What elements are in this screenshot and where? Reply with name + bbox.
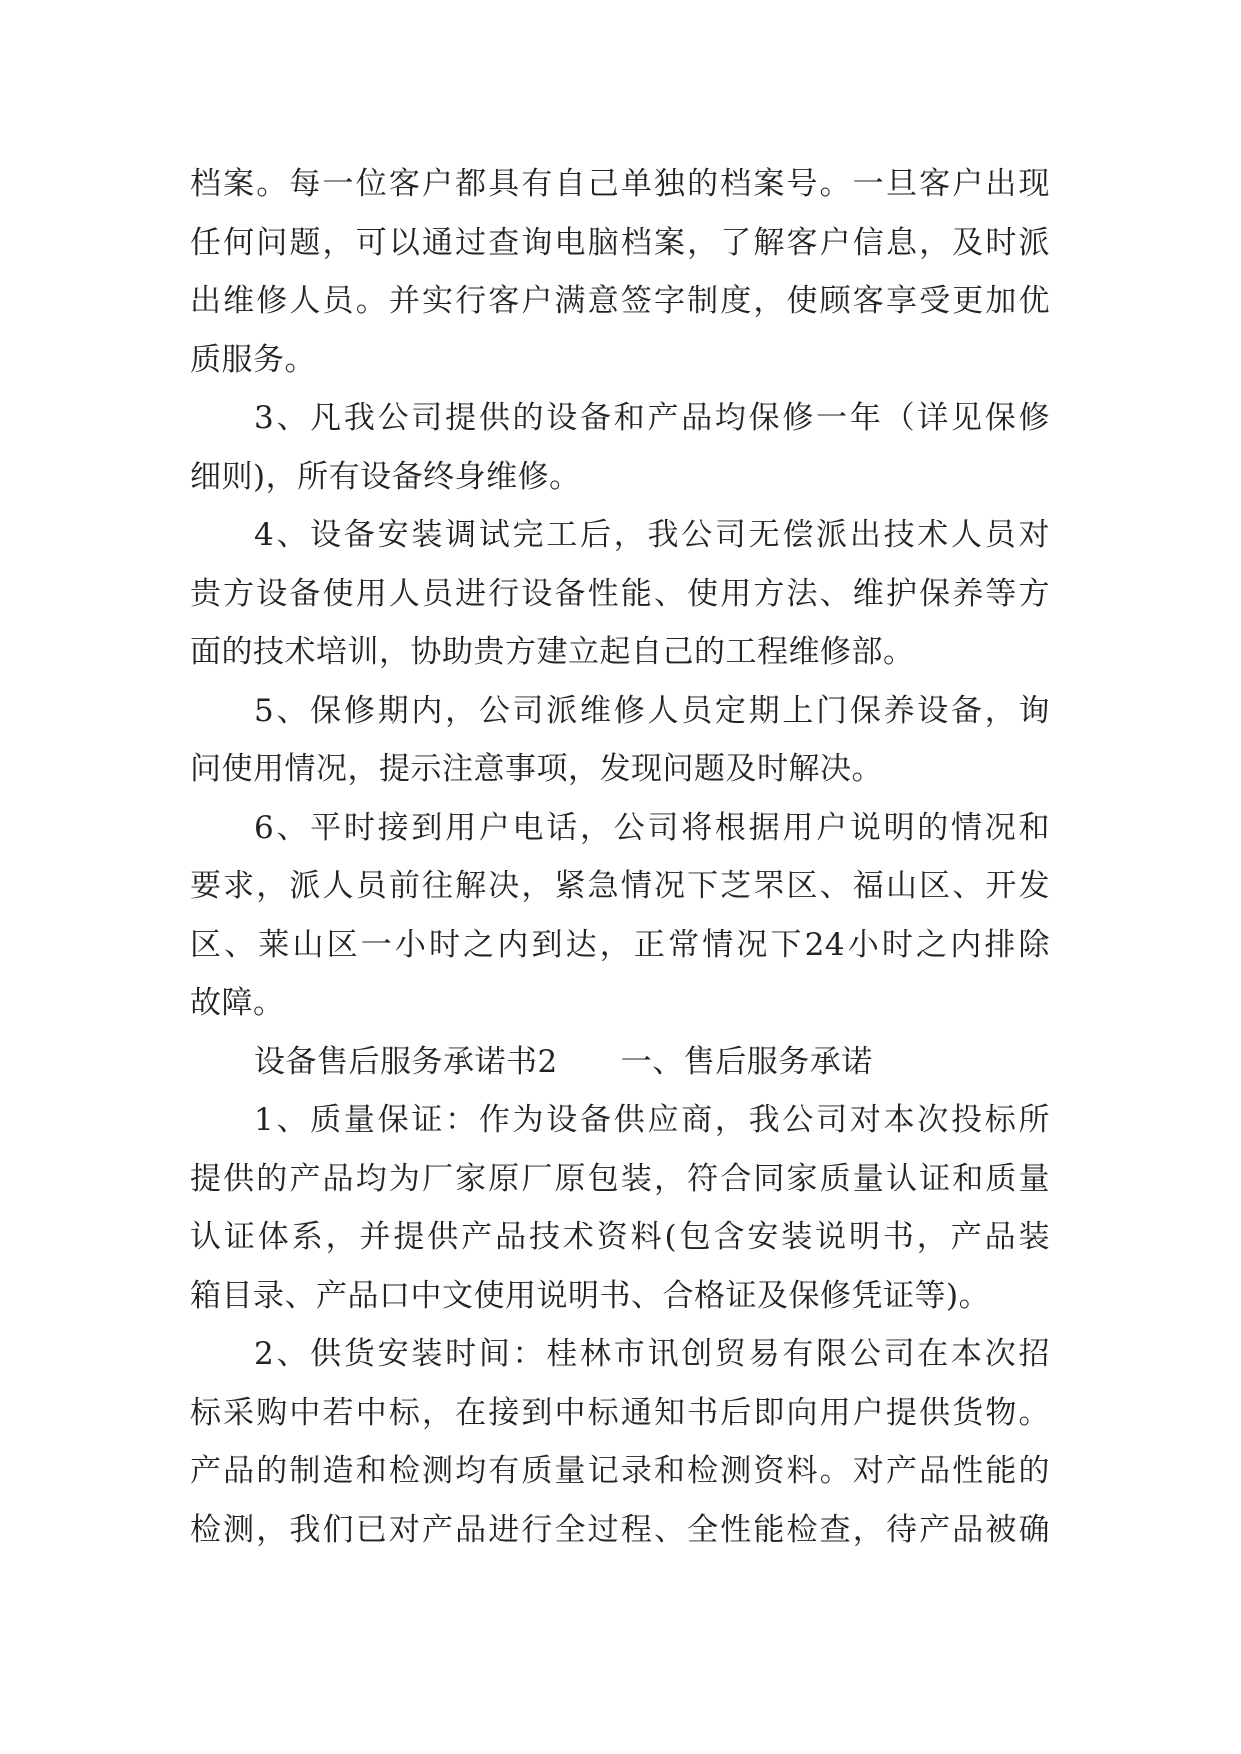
text-line: 认证体系，并提供产品技术资料(包含安装说明书，产品装 (190, 1219, 1050, 1255)
section-heading: 设备售后服务承诺书2 一、售后服务承诺 (254, 1043, 873, 1080)
text-line: 贵方设备使用人员进行设备性能、使用方法、维护保养等方 (190, 575, 1050, 612)
text-line: 出维修人员。并实行客户满意签字制度，使顾客享受更加优 (190, 283, 1050, 319)
document-body (190, 155, 1050, 1559)
text-line: 箱目录、产品口中文使用说明书、合格证及保修凭证等)。 (190, 1277, 991, 1314)
text-line: 5、保修期内，公司派维修人员定期上门保养设备，询 (254, 692, 1050, 729)
text-line: 故障。 (190, 985, 285, 1021)
text-line: 质服务。 (190, 341, 316, 378)
text-line: 区、莱山区一小时之内到达，正常情况下24小时之内排除 (190, 926, 1050, 963)
text-line: 3、凡我公司提供的设备和产品均保修一年（详见保修 (254, 400, 1050, 436)
text-line: 4、设备安装调试完工后，我公司无偿派出技术人员对 (254, 517, 1050, 553)
text-line: 档案。每一位客户都具有自己单独的档案号。一旦客户出现 (190, 166, 1050, 202)
text-line: 任何问题，可以通过查询电脑档案，了解客户信息，及时派 (190, 224, 1050, 261)
text-line: 要求，派人员前往解决，紧急情况下芝罘区、福山区、开发 (190, 868, 1050, 904)
text-line: 标采购中若中标，在接到中标通知书后即向用户提供货物。 (190, 1394, 1050, 1431)
text-line: 面的技术培训，协助贵方建立起自己的工程维修部。 (190, 634, 915, 670)
text-line: 产品的制造和检测均有质量记录和检测资料。对产品性能的 (190, 1453, 1050, 1489)
text-line: 检测，我们已对产品进行全过程、全性能检查，待产品被确 (190, 1511, 1050, 1548)
text-line: 1、质量保证：作为设备供应商，我公司对本次投标所 (254, 1102, 1050, 1138)
text-line: 6、平时接到用户电话，公司将根据用户说明的情况和 (254, 809, 1050, 846)
text-line: 2、供货安装时间：桂林市讯创贸易有限公司在本次招 (254, 1336, 1050, 1372)
text-line: 提供的产品均为厂家原厂原包装，符合同家质量认证和质量 (190, 1160, 1050, 1197)
text-line: 问使用情况，提示注意事项，发现问题及时解决。 (190, 751, 883, 787)
text-line: 细则)，所有设备终身维修。 (190, 458, 581, 495)
